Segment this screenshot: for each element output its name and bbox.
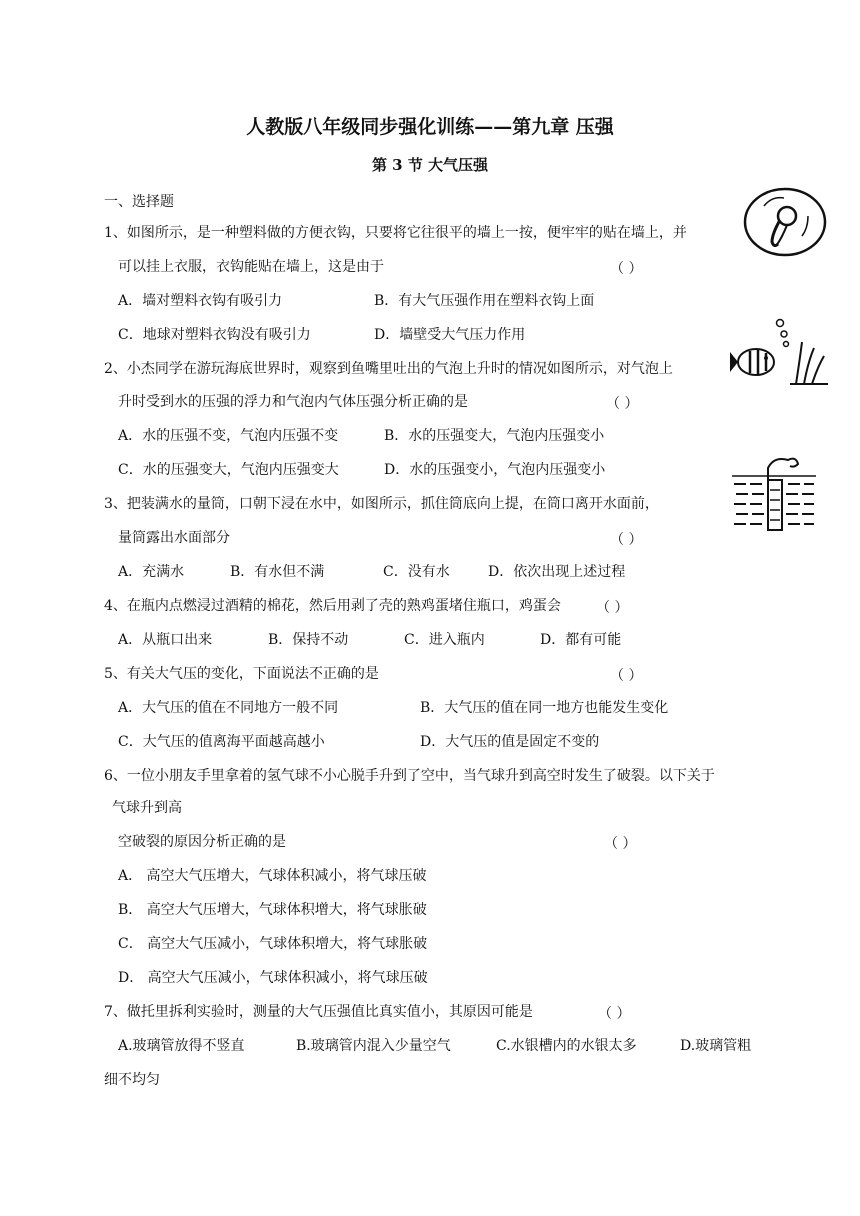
q2-stem-line2: 升时受到水的压强的浮力和气泡内气体压强分析正确的是: [118, 394, 468, 410]
section-subtitle: 第 3 节 大气压强: [371, 156, 489, 174]
q3-option-b: B．有水但不满: [230, 564, 325, 580]
fish-bubbles-figure: [730, 318, 830, 388]
q5-option-b: B．大气压的值在同一地方也能发生变化: [420, 700, 669, 716]
q2-option-a: A．水的压强不变，气泡内压强不变: [118, 428, 339, 444]
cylinder-water-figure: [732, 450, 816, 534]
q4-answer-bracket: （ ）: [596, 600, 629, 616]
q3-option-a: A．充满水: [118, 564, 185, 580]
page-title: 人教版八年级同步强化训练——第九章 压强: [246, 116, 614, 138]
q3-option-d: D．依次出现上述过程: [488, 564, 626, 580]
q7-option-b: B.玻璃管内混入少量空气: [296, 1038, 451, 1054]
q7-option-c: C.水银槽内的水银太多: [496, 1038, 637, 1054]
q5-stem-line1: 5、有关大气压的变化，下面说法不正确的是: [104, 666, 379, 682]
q3-stem-line1: 3、把装满水的量筒，口朝下浸在水中，如图所示，抓住筒底向上提，在筒口离开水面前，: [104, 496, 659, 512]
q6-option-c: C． 高空大气压减小，气球体积增大，将气球胀破: [118, 936, 428, 952]
section-heading: 一、选择题: [104, 194, 174, 210]
q6-option-b: B． 高空大气压增大，气球体积增大，将气球胀破: [118, 902, 427, 918]
q7-answer-bracket: （ ）: [598, 1006, 631, 1022]
q5-option-d: D．大气压的值是固定不变的: [420, 734, 600, 750]
q4-option-a: A．从瓶口出来: [118, 632, 213, 648]
q7-option-d: D.玻璃管粗: [680, 1038, 752, 1054]
q4-option-d: D．都有可能: [540, 632, 622, 648]
q1-option-c: C．地球对塑料衣钩没有吸引力: [118, 327, 311, 343]
q2-option-d: D．水的压强变小，气泡内压强变小: [384, 462, 606, 478]
q3-answer-bracket: （ ）: [610, 532, 643, 548]
q3-stem-line2: 量筒露出水面部分: [118, 530, 230, 546]
q6-stem-line1: 6、一位小朋友手里拿着的氢气球不小心脱手升到了空中，当气球升到高空时发生了破裂。以下关于: [104, 768, 715, 784]
q6-option-d: D． 高空大气压减小，气球体积减小，将气球压破: [118, 970, 428, 986]
q4-option-c: C．进入瓶内: [404, 632, 485, 648]
q2-option-c: C．水的压强变大，气泡内压强变大: [118, 462, 339, 478]
q5-option-a: A．大气压的值在不同地方一般不同: [118, 700, 339, 716]
suction-hook-figure: [742, 186, 828, 258]
q4-option-b: B．保持不动: [268, 632, 349, 648]
q2-stem-line1: 2、小杰同学在游玩海底世界时，观察到鱼嘴里吐出的气泡上升时的情况如图所示，对气泡上: [104, 361, 673, 377]
q1-option-d: D．墙壁受大气压力作用: [374, 327, 526, 343]
q2-option-b: B．水的压强变大，气泡内压强变小: [384, 428, 605, 444]
q3-option-c: C．没有水: [383, 564, 450, 580]
q5-option-c: C．大气压的值离海平面越高越小: [118, 734, 325, 750]
q4-stem-line1: 4、在瓶内点燃浸过酒精的棉花，然后用剥了壳的熟鸡蛋堵住瓶口，鸡蛋会: [104, 598, 561, 614]
q1-option-b: B．有大气压强作用在塑料衣钩上面: [374, 293, 595, 309]
q7-stem-line1: 7、做托里拆利实验时，测量的大气压强值比真实值小，其原因可能是: [104, 1004, 533, 1020]
q1-stem-line2: 可以挂上衣服，衣钩能贴在墙上，这是由于: [118, 259, 384, 275]
q6-stem-line3: 空破裂的原因分析正确的是: [118, 834, 286, 850]
q6-answer-bracket: （ ）: [604, 836, 637, 852]
q7-option-d-continued: 细不均匀: [104, 1072, 160, 1088]
q7-option-a: A.玻璃管放得不竖直: [118, 1038, 245, 1054]
q1-answer-bracket: （ ）: [610, 261, 643, 277]
q5-answer-bracket: （ ）: [610, 668, 643, 684]
q1-stem-line1: 1、如图所示，是一种塑料做的方便衣钩，只要将它往很平的墙上一按，便牢牢的贴在墙上，并: [104, 225, 687, 241]
q6-option-a: A． 高空大气压增大，气球体积减小，将气球压破: [118, 868, 427, 884]
q2-answer-bracket: （ ）: [606, 396, 639, 412]
q1-option-a: A．墙对塑料衣钩有吸引力: [118, 293, 283, 309]
q6-stem-line2: 气球升到高: [112, 800, 182, 816]
